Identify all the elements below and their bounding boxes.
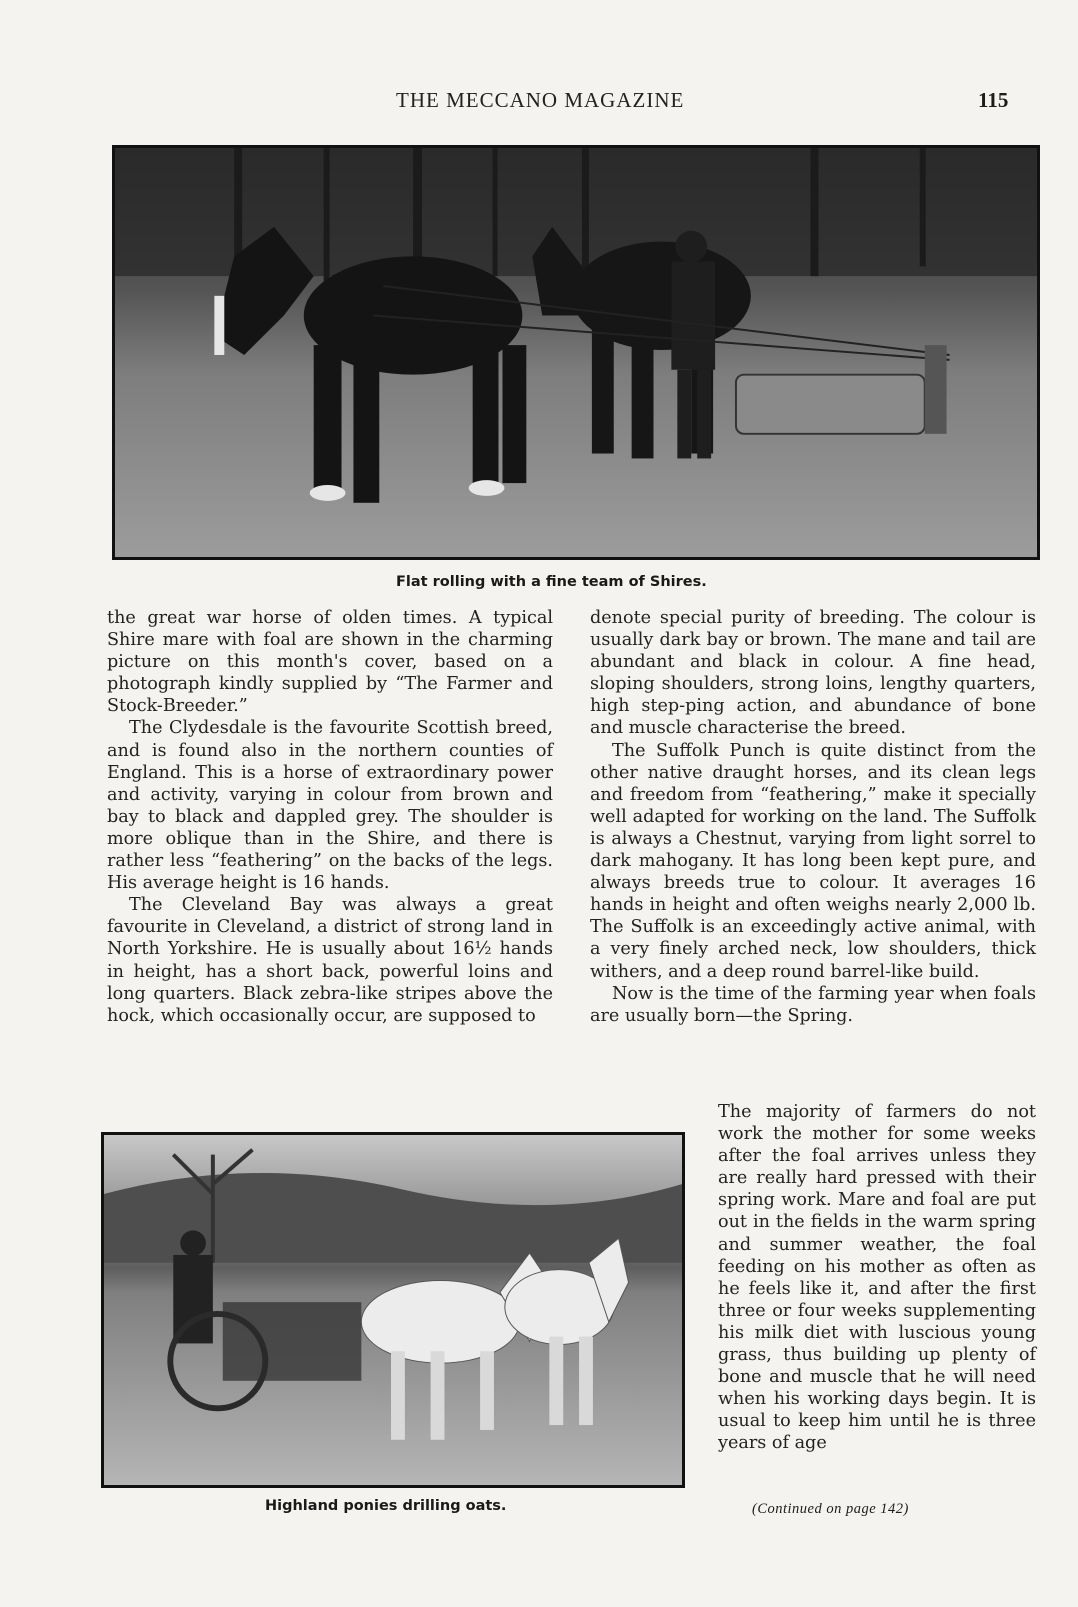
paragraph: The Suffolk Punch is quite distinct from the other native draught horses, and its clean legs and freedom from “feathering,” make it specially well adapted for working on the land. The Suffolk is always a Chestnut, varying from light sorrel to dark mahogany. It has long been kept pure, and always breeds true to colour. It averages 16 hands in height and often weighs nearly 2,000 lb. The Suffolk is an exceedingly active animal, with a very finely arched neck, low shoulders, thick withers, and a deep round barrel-like build.	[590, 740, 1036, 982]
paragraph: The Clydesdale is the favourite Scottish breed, and is found also in the northern counties of England. This is a horse of extraordinary power and activity, varying in colour from brown and bay to black and dappled grey. The shoulder is more oblique than in the Shire, and there is rather less “feathering” on the backs of the legs. His average height is 16 hands.	[107, 718, 553, 894]
bottom-photo-caption: Highland ponies drilling oats.	[265, 1498, 507, 1514]
paragraph: Now is the time of the farming year when foals are usually born—the Spring.	[590, 983, 1036, 1026]
continued-note: (Continued on page 142)	[752, 1501, 909, 1517]
magazine-title: THE MECCANO MAGAZINE	[396, 88, 685, 112]
article-column-left	[107, 607, 553, 1027]
shires-rolling-photo	[112, 145, 1040, 560]
top-photo-caption: Flat rolling with a fine team of Shires.	[396, 574, 707, 590]
page-number: 115	[978, 88, 1009, 112]
paragraph: denote special purity of breeding. The colour is usually dark bay or brown. The mane and tail are abundant and black in colour. A fine head, sloping shoulders, strong loins, lengthy quarters, high step-ping action, and abundance of bone and muscle characterise the breed.	[590, 608, 1036, 739]
paragraph: the great war horse of olden times. A typical Shire mare with foal are shown in the charming picture on this month's cover, based on a photograph kindly supplied by “The Farmer and Stock-Breeder.”	[107, 608, 553, 717]
article-column-narrow	[718, 1101, 1036, 1455]
article-column-right	[590, 607, 1036, 1027]
ponies-drilling-photo	[101, 1132, 685, 1488]
paragraph: The Cleveland Bay was always a great favourite in Cleveland, a district of strong land in North Yorkshire. He is usually about 16½ hands in height, has a short back, powerful loins and long quarters. Black zebra-like stripes above the hock, which occasionally occur, are supposed to	[107, 895, 553, 1026]
paragraph: The majority of farmers do not work the mother for some weeks after the foal arrives unless they are really hard pressed with their spring work. Mare and foal are put out in the fields in the warm spring and summer weather, the foal feeding on his mother as often as he feels like it, and after the first three or four weeks supplementing his milk diet with luscious young grass, thus building up plenty of bone and muscle that he will need when his working days begin. It is usual to keep him until he is three years of age	[718, 1102, 1036, 1454]
